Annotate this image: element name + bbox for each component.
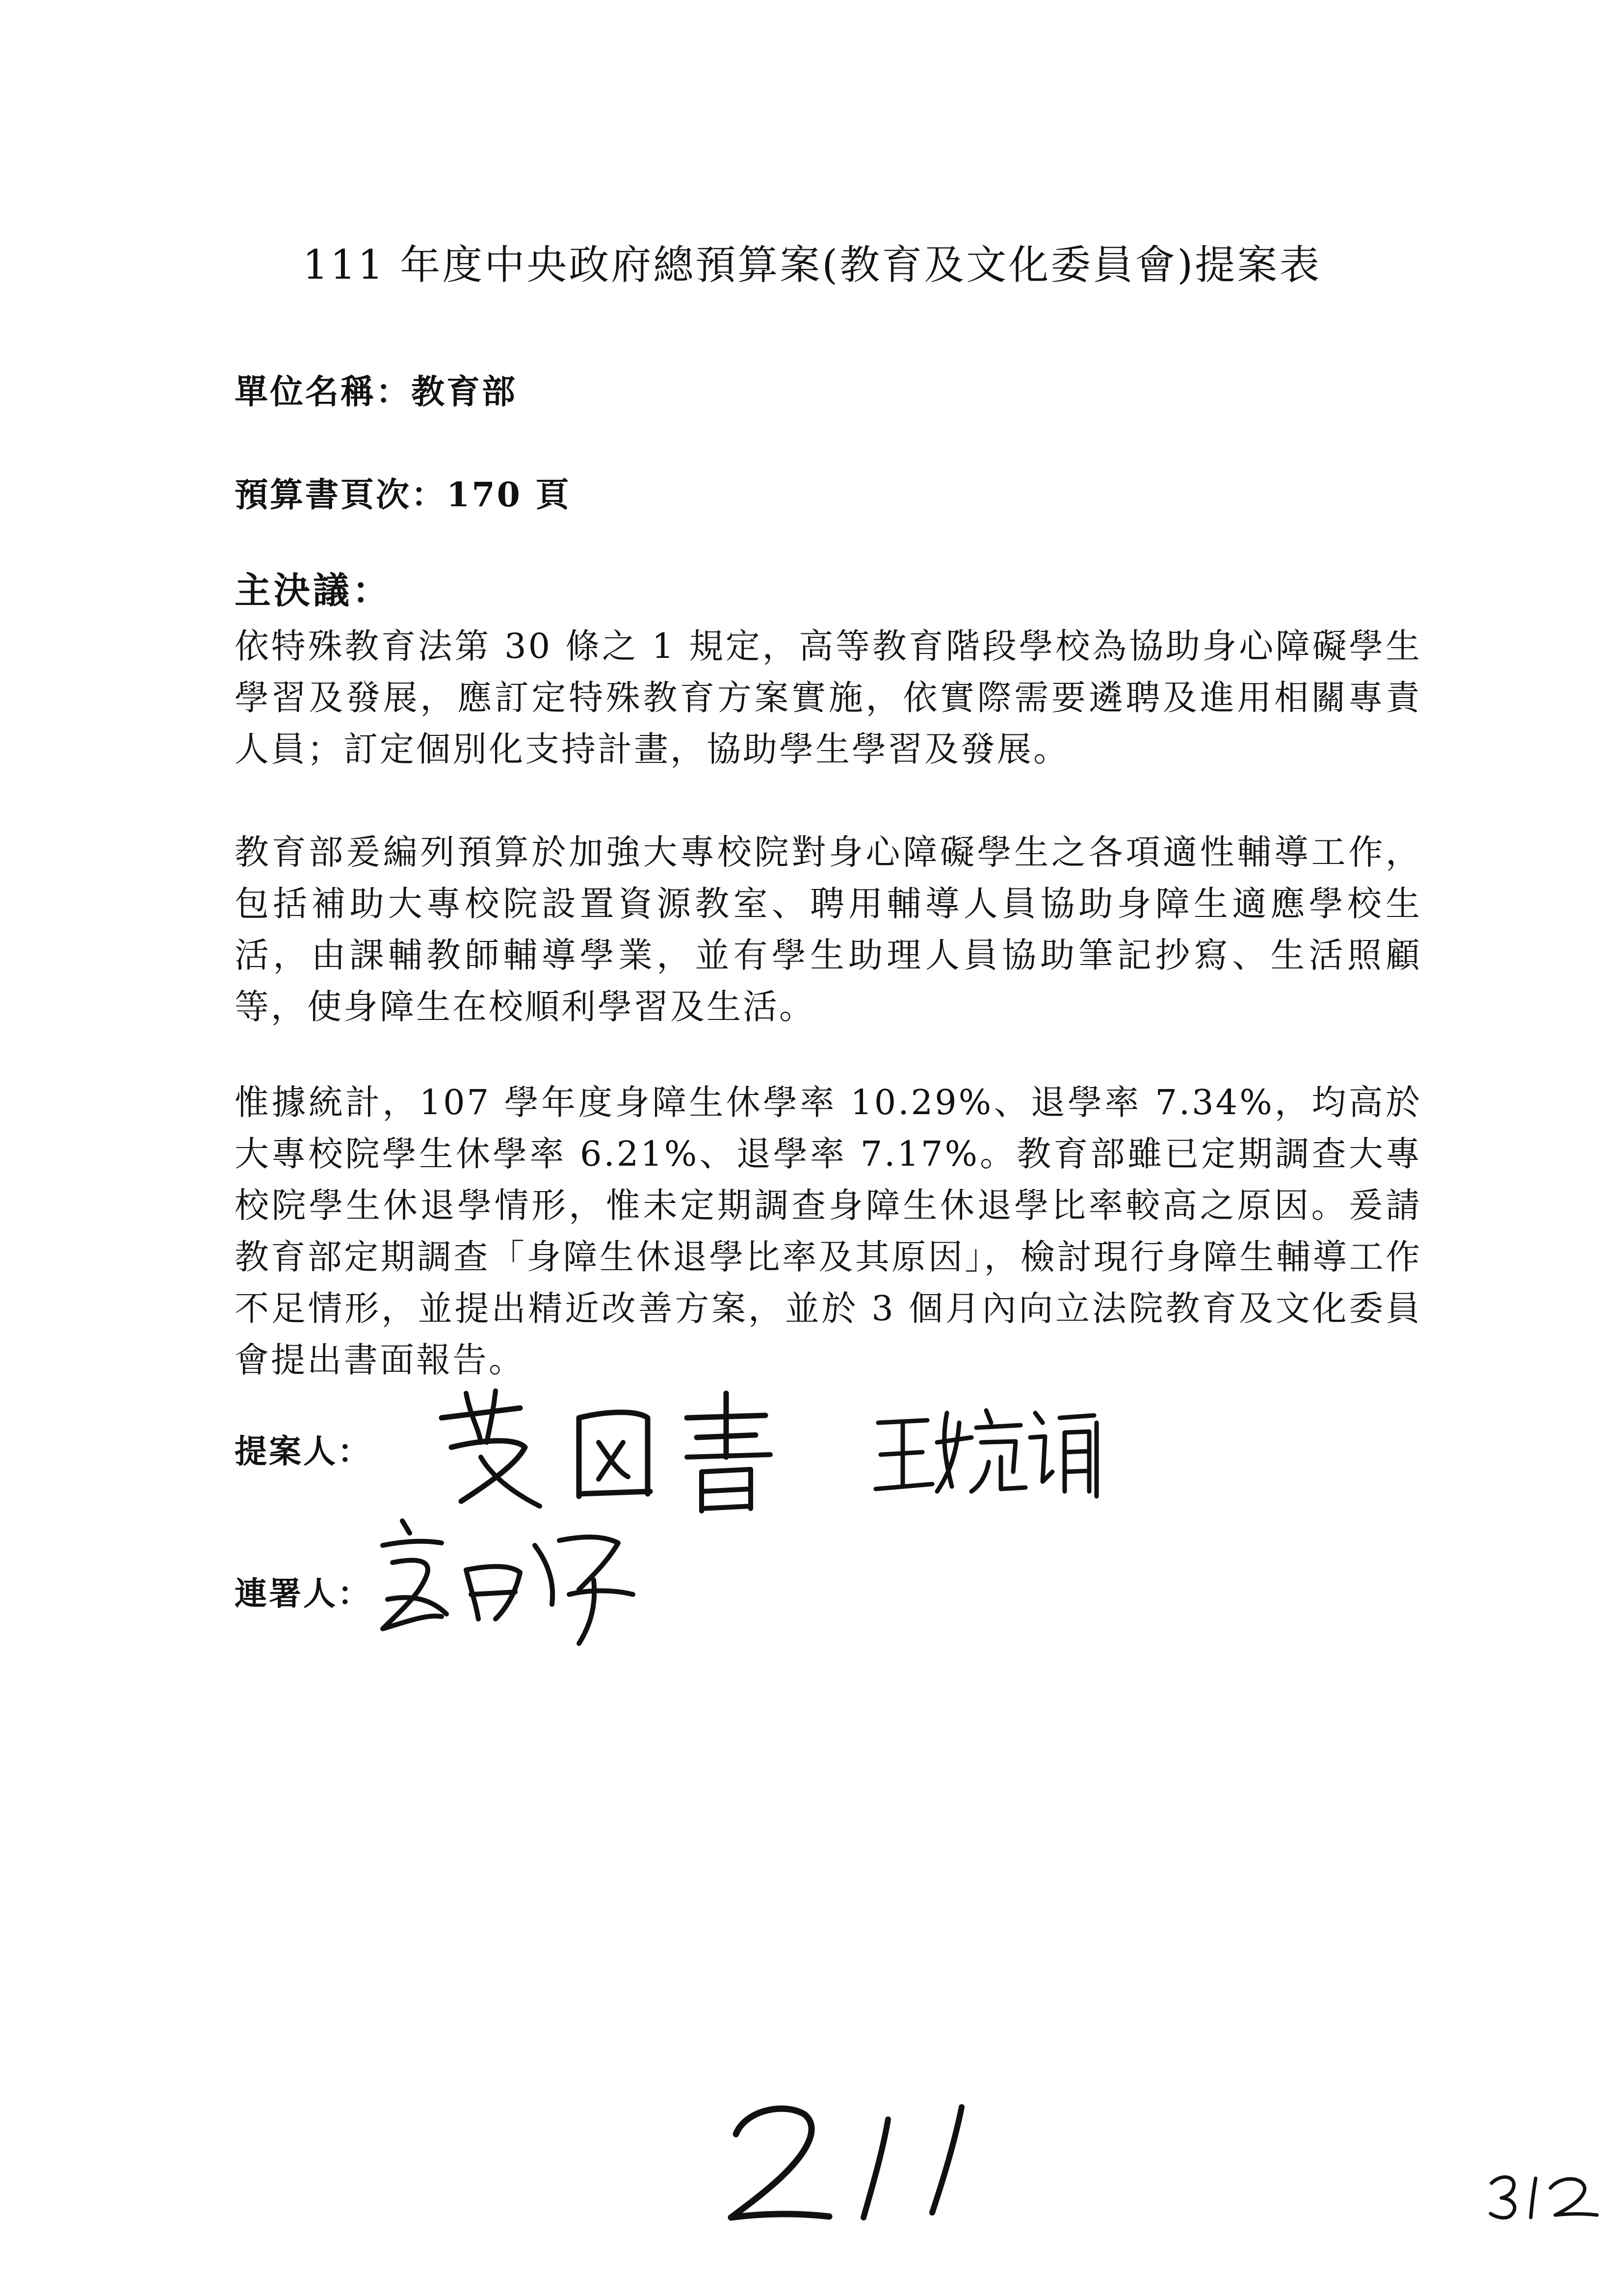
unit-name-field: 單位名稱：教育部 [235, 372, 518, 412]
proposer-signature-1 [432, 1388, 785, 1521]
main-resolution-heading: 主決議： [235, 570, 392, 612]
handwritten-corner-number [1487, 2168, 1599, 2222]
budget-page-field: 預算書頁次：170 頁 [235, 475, 571, 515]
cosigner-label: 連署人： [235, 1574, 372, 1613]
resolution-paragraph-2: 教育部爰編列預算於加強大專校院對身心障礙學生之各項適性輔導工作，包括補助大專校院設置資源教室、聘用輔導人員協助身障生適應學校生活，由課輔教師輔導學業，並有學生助理人員協助筆記抄寫、生活照顧等，使身障生在校順利學習及生活。 [235, 832, 1422, 1027]
handwritten-page-number [726, 2100, 981, 2227]
proposer-signature-2 [873, 1403, 1099, 1501]
resolution-paragraph-3: 惟據統計，107 學年度身障生休學率 10.29%、退學率 7.34%，均高於大專校院學生休學率 6.21%、退學率 7.17%。教育部雖已定期調查大專校院學生休退學情形，惟未定期調查身障生休退學比率較高之原因。爰請教育部定期調查「身障生休退學比率及其原因」，檢討現行身障生輔導工作不足情形，並提出精近改善方案，並於 3 個月內向立法院教育及文化委員會提出書面報告。 [235, 1082, 1422, 1380]
document-title: 111 年度中央政府總預算案(教育及文化委員會)提案表 [302, 242, 1322, 288]
cosigner-signature [373, 1516, 648, 1648]
proposer-label: 提案人： [235, 1432, 372, 1470]
resolution-paragraph-1: 依特殊教育法第 30 條之 1 規定，高等教育階段學校為協助身心障礙學生學習及發展，應訂定特殊教育方案實施，依實際需要遴聘及進用相關專責人員；訂定個別化支持計畫，協助學生學習及發展。 [235, 626, 1422, 769]
